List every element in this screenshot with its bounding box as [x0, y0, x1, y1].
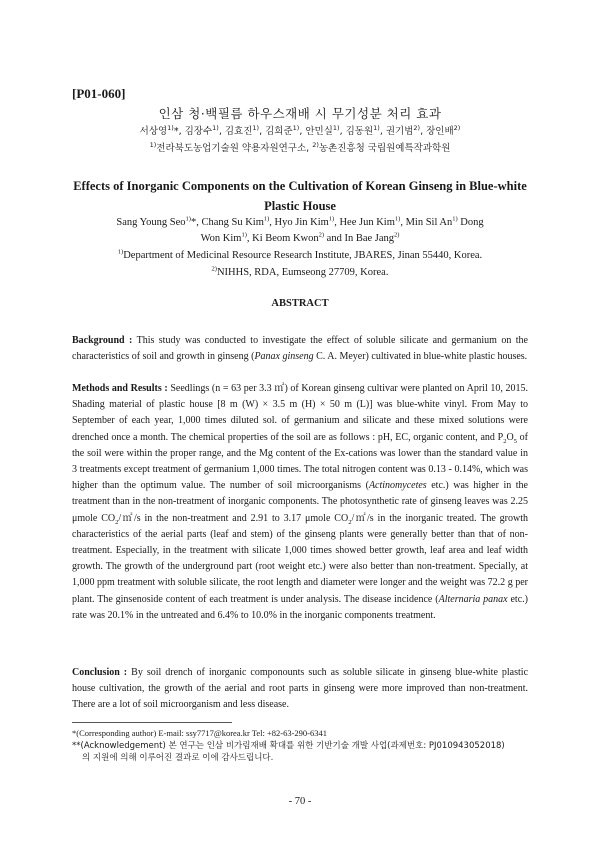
english-title: Effects of Inorganic Components on the Cultivation of Korean Ginseng in Blue-white Plastic House — [73, 179, 527, 213]
english-affiliation-2: $^{2)}$NIHHS, RDA, Eumseong 27709, Korea. — [211, 265, 389, 278]
conclusion-text: By soil drench of inorganic componounts such as soluble silicate in ginseng blue-white plastic house cultivation, the growth of the aerial and root parts in ginseng were more improved than non-treatment. There are a lot of soil microorganism and less disease. — [72, 667, 529, 711]
acknowledgement-line-2: 의 지원에 의해 이루어진 결과로 이에 감사드립니다. — [82, 753, 274, 763]
abstract-conclusion — [72, 665, 528, 714]
korean-authors: 서상영$^{1)}$*, 김장수$^{1)}$, 김효진$^{1)}$, 김희준$^{1)}$, 안민실$^{1)}$, 김동원$^{1)}$, 권기범$^{2)}$, 장인배$^{2)}$ — [139, 123, 461, 137]
page-number: - 70 - — [288, 796, 312, 807]
abstract-heading: ABSTRACT — [271, 298, 329, 309]
english-authors: Sang Young Seo$^{1)}$*, Chang Su Kim$^{1)}$, Hyo Jin Kim$^{1)}$, Hee Jun Kim$^{1)}$, Min Sil An$^{1)}$ Dong Won Kim$^{1)}$, Ki Beom Kwon$^{2)}$ and In Bae Jang$^{2)}$ — [116, 215, 484, 244]
conclusion-label: Conclusion : — [72, 667, 128, 678]
korean-title: 인삼 청·백필름 하우스재배 시 무기성분 처리 효과 — [158, 106, 442, 121]
abstract-methods: Methods and Results : Seedlings (n = 63 per 3.3 ㎡) of Korean ginseng cultivar were planted on April 10, 2015. Shading material of plastic house [8 m (W) × 3.5 m (H) × 50 m (L)] was blue-white vinyl. From May to September of each year, 1,000 times diluted sol. of germanium and silicate and these mixed solutions were drenched once a month. The chemical properties of the soil are as follows : pH, EC, organic content, and $P_2O_5$ of the soil were within the proper range, and the Mg content of the Ex-cations was lower than the standard value in 3 treatments except treatment of germanium 1,000 times. The total nitrogen content was 0.13 - 0.14%, which was higher than the optimum value. The number of soil microorganisms (Actinomycetes etc.) was higher in the treatment than in the non-treatment of inorganic components. The photosynthetic rate of ginseng leaves was 2.25 μmole $CO_2/㎡/s$ in the non-treatment and 2.91 to 3.17 μmole $CO_2/㎡/s$ in the inorganic treated. The growth characteristics of the aerial parts (leaf and stem) of the ginseng plants were generally better than that of non-treatment. Especially, in the treatment with silicate 1,000 times showed better growth, leaf area and leaf width growth. The growth of the underground part (root weight etc.) were also better than non-treatment. Specially, at 1,000 ppm treatment with soluble silicate, the root length and diameter were longer and the weight was 72.2 g per plant. The ginsenoside content of each treatment is under analysis. The disease incidence (Alternaria panax etc.) rate was 20.1% in the untreated and 6.4% to 10.0% in the inorganic components treatment. — [72, 383, 528, 621]
background-label: Background : — [72, 335, 133, 346]
footnote-corresponding: *(Corresponding author) E-mail: ssy7717@korea.kr Tel: +82-63-290-6341 — [72, 728, 328, 738]
footnote-acknowledgement — [72, 740, 532, 764]
session-code: [P01-060] — [72, 86, 126, 101]
abstract-background: Background : This study was conducted to investigate the effect of soluble silicate and germanium on the characteristics of soil and growth in ginseng (Panax ginseng C. A. Meyer) cultivated in blue-white plastic houses. — [72, 335, 528, 363]
methods-label: Methods and Results : — [72, 383, 168, 394]
acknowledgement-line-1: **(Acknowledgement) 본 연구는 인삼 비가림재배 확대를 위한 기반기술 개발 사업(과제번호: PJ010943052018) — [72, 741, 505, 751]
footnote-divider — [72, 722, 232, 723]
english-affiliation-1: $^{1)}$Department of Medicinal Resource Research Institute, JBARES, Jinan 55440, Korea. — [117, 248, 483, 261]
korean-affiliation: $^{1)}$전라북도농업기술원 약용자원연구소, $^{2)}$농촌진흥청 국립원예특작과학원 — [149, 140, 451, 154]
